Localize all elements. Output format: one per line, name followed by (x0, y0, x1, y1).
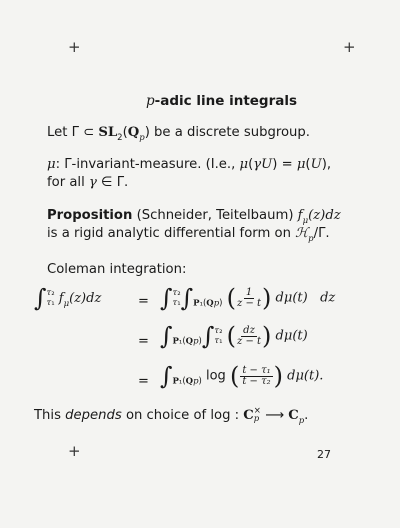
equals-3: = (138, 374, 149, 389)
equals-2: = (138, 334, 149, 349)
proposition-line: Proposition (Schneider, Teitelbaum) $f_\mu(z)dz$ (47, 208, 341, 226)
statement-subgroup: Let Γ ⊂ $SL_2(Q_p)$ be a discrete subgroup. (47, 125, 310, 143)
crop-mark-top-left: + (68, 38, 81, 56)
statement-measure-cont: for all γ ∈ Γ. (47, 175, 129, 190)
crop-mark-top-right: + (343, 38, 356, 56)
proposition-authors: (Schneider, Teitelbaum) (136, 208, 294, 223)
coleman-heading: Coleman integration: (47, 262, 187, 277)
proposition-line-2: is a rigid analytic differential form on ℋ$_p$/Γ. (47, 226, 330, 244)
equation-rhs-3: $\int_{P_1(Qp)}$ log ( $\frac{\text{t − τ₁}}{\text{t − τ₂}}$ ) dμ(t). (160, 362, 324, 390)
equation-rhs-2: $\int_{P_1(Qp)}\int\tau_2$ τ₁ ( $\frac{dz}{z - t}$ ) dμ(t) (160, 322, 308, 350)
crop-mark-bottom-left: + (68, 442, 81, 460)
page-number: 27 (317, 448, 331, 461)
equation-rhs-1: ∫τ₂ $\tau_1\int_{P_1(Qp)}$ ( $\frac{1}{z - t}$ ) dμ(t) dz (160, 284, 336, 312)
log-word: log (205, 368, 226, 384)
page-title: p-adic line integrals (146, 93, 298, 109)
emphasis-depends: depends (65, 408, 122, 423)
equals-1: = (138, 294, 149, 309)
closing-line: This depends on choice of log : C× p ⟶ $C_p$. (34, 406, 309, 426)
equation-line-1: ∫τ₂ τ₁ $f_\mu(z)dz$ (34, 284, 102, 312)
statement-measure: μ: Γ-invariant-measure. (I.e., μ(γU) = μ(U), (47, 157, 332, 172)
proposition-label: Proposition (47, 208, 133, 223)
